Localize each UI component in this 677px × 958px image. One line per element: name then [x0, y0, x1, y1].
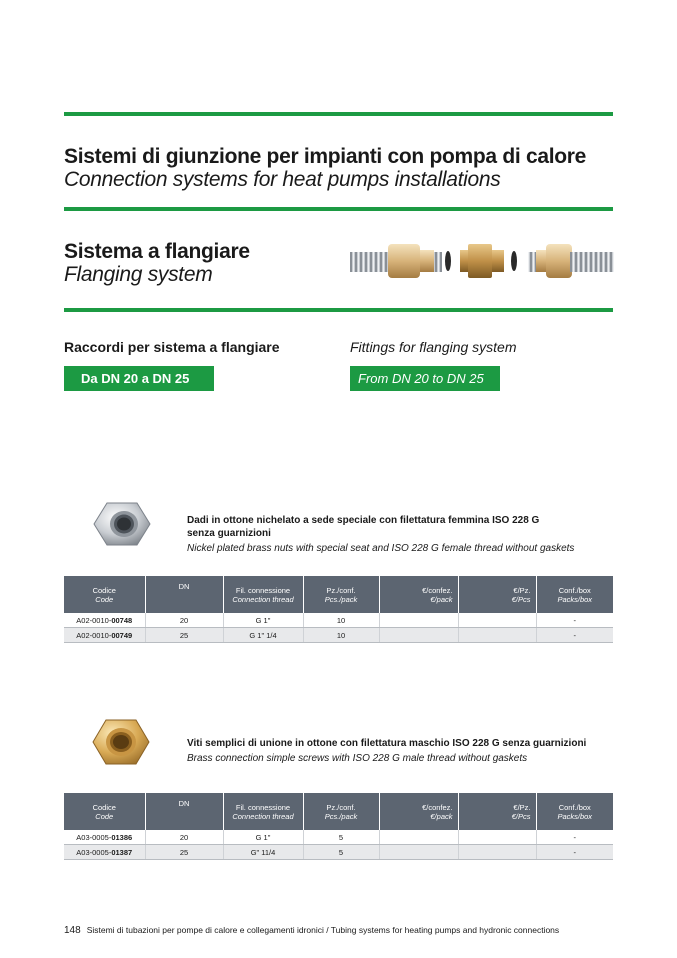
cell-thread: G 1" — [223, 613, 303, 628]
cell-dn: 25 — [145, 628, 223, 643]
cell-pcs: 10 — [303, 628, 379, 643]
table-row — [64, 845, 613, 860]
top-rule — [64, 112, 613, 116]
header-code: Codice Code — [64, 793, 145, 830]
table-row — [64, 628, 613, 643]
section-rule — [64, 207, 613, 211]
cell-eur-pcs — [458, 845, 536, 860]
product-2-desc-it: Viti semplici di unione in ottone con filettatura maschio ISO 228 G senza guarnizioni — [187, 738, 587, 749]
cell-dn: 20 — [145, 830, 223, 845]
header-eur-pack: €/confez. €/pack — [379, 793, 458, 830]
page-title-it: Sistemi di giunzione per impianti con pompa di calore — [64, 145, 587, 168]
cell-thread: G" 11/4 — [223, 845, 303, 860]
cell-code: A03-0005-01386 — [64, 830, 145, 845]
cell-eur-pack — [379, 628, 458, 643]
cell-eur-pack — [379, 830, 458, 845]
product-1-table — [64, 576, 613, 643]
cell-code: A02-0010-00749 — [64, 628, 145, 643]
product-2-desc-en: Brass connection simple screws with ISO 228 G male thread without gaskets — [187, 753, 528, 764]
cell-eur-pcs — [458, 613, 536, 628]
cell-thread: G 1" — [223, 830, 303, 845]
cell-pcs: 5 — [303, 845, 379, 860]
product-2-description — [187, 737, 617, 765]
brass-screw-image — [92, 718, 150, 770]
footer-text: Sistemi di tubazioni per pompe di calore e collegamenti idronici / Tubing systems for heating pumps and hydronic connections — [86, 925, 560, 935]
cell-dn: 20 — [145, 613, 223, 628]
header-dn: DN — [145, 576, 223, 613]
product-2-table — [64, 793, 613, 860]
subsection-title-it: Raccordi per sistema a flangiare — [64, 339, 280, 355]
cell-packs-box: - — [536, 613, 613, 628]
range-badge-en — [350, 366, 500, 391]
cell-pcs: 5 — [303, 830, 379, 845]
section-title-en: Flanging system — [64, 263, 213, 286]
cell-code: A03-0005-01387 — [64, 845, 145, 860]
nickel-nut-image — [92, 500, 152, 548]
header-code: Codice Code — [64, 576, 145, 613]
product-1-desc-it: Dadi in ottone nichelato a sede speciale con filettatura femmina ISO 228 G senza guarnizioni — [187, 515, 540, 539]
header-pcs-pack: Pz./conf. Pcs./pack — [303, 793, 379, 830]
cell-thread: G 1" 1/4 — [223, 628, 303, 643]
page-title-en: Connection systems for heat pumps installations — [64, 168, 501, 191]
product-1-description — [187, 514, 575, 555]
table-row — [64, 613, 613, 628]
header-dn: DN — [145, 793, 223, 830]
table-header-row — [64, 793, 613, 830]
header-pcs-pack: Pz./conf. Pcs./pack — [303, 576, 379, 613]
cell-eur-pcs — [458, 628, 536, 643]
section-title-it: Sistema a flangiare — [64, 240, 250, 263]
page-footer — [64, 925, 559, 936]
page-number: 148 — [64, 925, 81, 936]
header-eur-pcs: €/Pz. €/Pcs — [458, 793, 536, 830]
flanging-system-image — [350, 236, 614, 286]
cell-eur-pack — [379, 613, 458, 628]
header-eur-pcs: €/Pz. €/Pcs — [458, 576, 536, 613]
header-eur-pack: €/confez. €/pack — [379, 576, 458, 613]
header-packs-box: Conf./box Packs/box — [536, 793, 613, 830]
cell-eur-pack — [379, 845, 458, 860]
cell-packs-box: - — [536, 830, 613, 845]
range-badge-en-label: From DN 20 to DN 25 — [358, 371, 484, 386]
subsection-title-en: Fittings for flanging system — [350, 339, 517, 355]
table-header-row — [64, 576, 613, 613]
range-badge-it — [64, 366, 214, 391]
cell-dn: 25 — [145, 845, 223, 860]
cell-packs-box: - — [536, 628, 613, 643]
range-badge-it-label: Da DN 20 a DN 25 — [81, 371, 190, 386]
header-thread: Fil. connessione Connection thread — [223, 576, 303, 613]
cell-pcs: 10 — [303, 613, 379, 628]
cell-eur-pcs — [458, 830, 536, 845]
subsection-rule — [64, 308, 613, 312]
header-packs-box: Conf./box Packs/box — [536, 576, 613, 613]
cell-packs-box: - — [536, 845, 613, 860]
header-thread: Fil. connessione Connection thread — [223, 793, 303, 830]
product-1-desc-en: Nickel plated brass nuts with special seat and ISO 228 G female thread without gaskets — [187, 543, 575, 554]
cell-code: A02-0010-00748 — [64, 613, 145, 628]
table-row — [64, 830, 613, 845]
